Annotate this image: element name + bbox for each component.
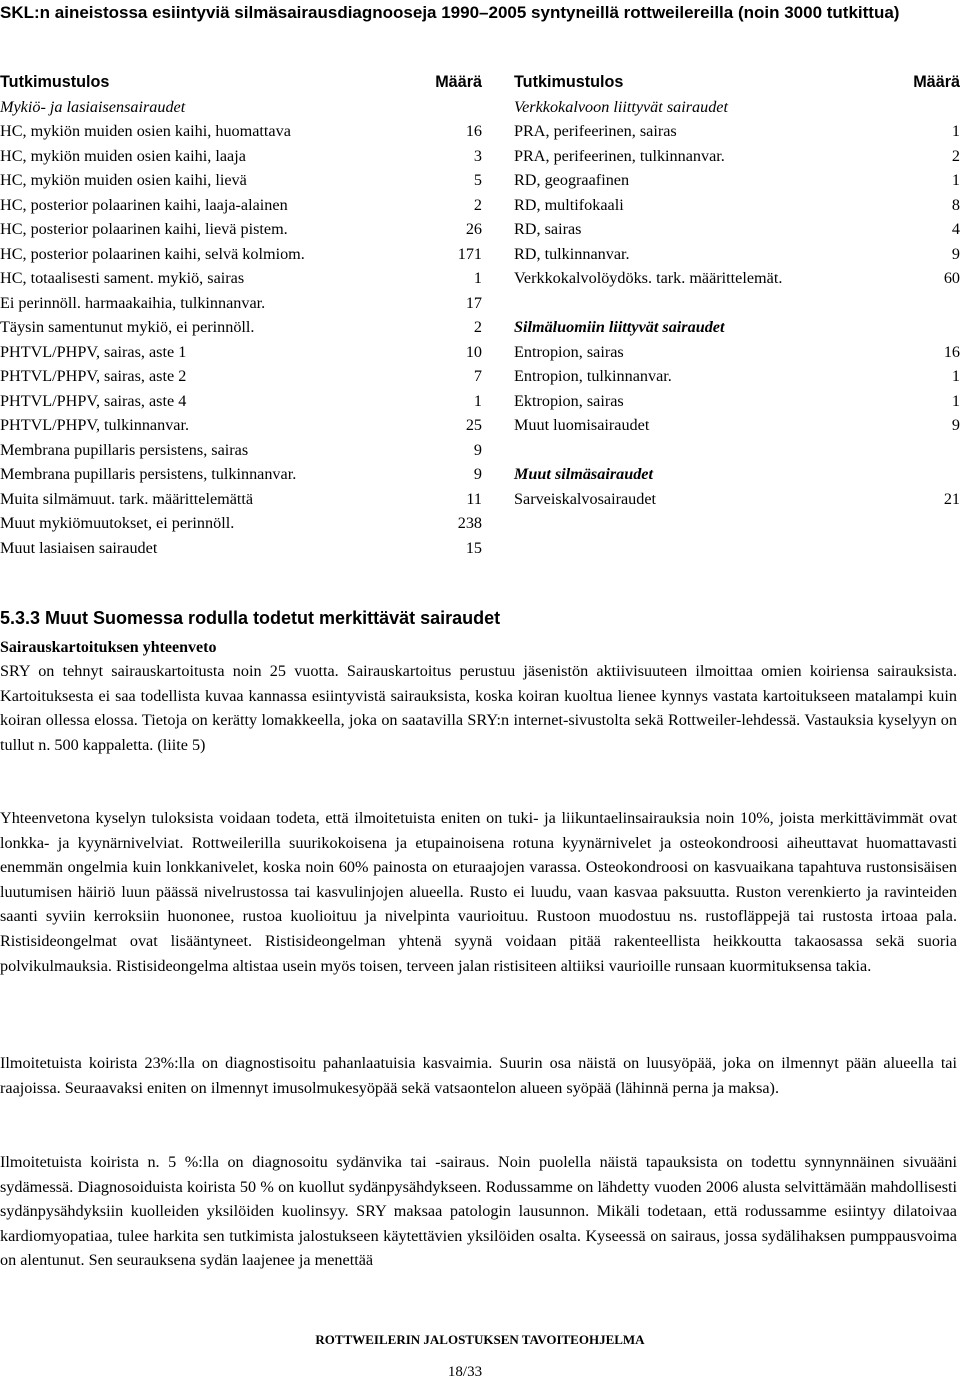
table-row	[514, 389, 960, 414]
column-header-count: Määrä	[913, 73, 960, 91]
diagnosis-label: Muut lasiaisen sairaudet	[0, 538, 158, 557]
table-row	[514, 193, 960, 218]
diagnosis-label: HC, totaalisesti sament. mykiö, sairas	[0, 269, 245, 287]
section-heading: 5.3.3 Muut Suomessa rodulla todetut merkittävät sairaudet	[0, 608, 501, 628]
footer-title: ROTTWEILERIN JALOSTUKSEN TAVOITEOHJELMA	[315, 1332, 645, 1347]
page-number: 18/33	[447, 1364, 483, 1380]
diagnosis-label: PHTVL/PHPV, sairas, aste 1	[0, 342, 187, 361]
diagnosis-count: 1	[951, 171, 960, 189]
paragraph: SRY on tehnyt sairauskartoitusta noin 25 vuotta. Sairauskartoitus perustuu jäsenistön aktiivisuuteen ilmoittaa omien koiriensa sairauksista. Kartoituksesta ei saa todellista kuvaa kannassa esiintyvistä sairauksista, koska koiran kuoltua lienee kynnys vastata kartoitukseen matalampi kuin koiran ollessa elossa. Tietoja on kerätty lomakkeella, joka on saatavilla SRY:n internet-sivustolta sekä Rottweiler-lehdessä. Vastauksia kyselyyn on tullut n. 500 kappaletta. (liite 5)	[0, 662, 957, 754]
table-row	[0, 242, 482, 267]
table-body	[514, 487, 960, 512]
table-row	[514, 487, 960, 512]
diagnosis-count: 5	[473, 171, 482, 189]
table-row	[0, 217, 482, 242]
diagnosis-label: Sarveiskalvosairaudet	[514, 489, 657, 508]
column-header-count: Määrä	[435, 73, 482, 91]
diagnosis-count: 15	[465, 538, 482, 557]
table-row	[514, 364, 960, 389]
table-row	[514, 217, 960, 242]
diagnosis-count: 1	[951, 391, 960, 410]
diagnosis-label: Ektropion, sairas	[514, 391, 624, 410]
diagnosis-label: Verkkokalvolöydöks. tark. määrittelemät.	[514, 269, 783, 287]
column-header-result: Tutkimustulos	[0, 73, 110, 91]
table-row	[0, 389, 482, 414]
diagnosis-count: 9	[951, 416, 960, 434]
table-body	[0, 119, 482, 560]
table-row	[0, 193, 482, 218]
section-title: Muut silmäsairaudet	[514, 465, 653, 483]
section-title: Silmäluomiin liittyvät sairaudet	[514, 318, 725, 336]
diagnosis-label: PRA, perifeerinen, sairas	[514, 122, 677, 140]
table-body	[514, 340, 960, 438]
diagnosis-count: 7	[473, 367, 482, 385]
paragraph: Ilmoitetuista koirista n. 5 %:lla on diagnosoitu sydänvika tai -sairaus. Noin puolella näistä tapauksista on todettu synnynnäinen sivuääni sydämessä. Diagnosoiduista koirista 50 % on kuollut sydänpysähdykseen. Rodussamme on lähdetty vuoden 2006 alusta selvittämään mahdollisesti sydänpysähdyksiin kuolleiden yksilöiden kuolinsyy. SRY maksaa patologin lausunnon. Mikäli todetaan, että rodussamme esiintyy dilatoivaa kardiomyopatiaa, tulee harkita sen tutkimista jalostukseen käytettävien yksilöiden osalta. Kyseessä on sairaus, jossa sydälihaksen pumppausvoima on alentunut. Sen seurauksena sydän laajenee ja menettää	[0, 1153, 957, 1270]
table-row	[0, 536, 482, 561]
table-row	[0, 438, 482, 463]
table-header-row	[514, 70, 960, 95]
column-header-result: Tutkimustulos	[514, 73, 624, 91]
table-row	[0, 291, 482, 316]
table-row	[514, 242, 960, 267]
table-row	[0, 364, 482, 389]
table-row	[514, 144, 960, 169]
table-row	[0, 462, 482, 487]
table-row	[514, 340, 960, 365]
diagnosis-count: 171	[457, 244, 482, 263]
diagnosis-label: PHTVL/PHPV, sairas, aste 2	[0, 367, 187, 385]
diagnosis-count: 9	[951, 244, 960, 263]
eye-disease-table-left	[0, 70, 482, 560]
diagnosis-count: 1	[951, 122, 960, 140]
diagnosis-label: RD, sairas	[514, 220, 582, 238]
diagnosis-count: 25	[465, 416, 482, 434]
table-header-row	[0, 70, 482, 95]
diagnosis-count: 10	[465, 342, 482, 361]
diagnosis-label: Muut luomisairaudet	[514, 416, 650, 434]
paragraph: Yhteenvetona kyselyn tuloksista voidaan todeta, että ilmoitetuista eniten on tuki- ja liikuntaelinsairauksia noin 10%, joista merkittävimmät ovat lonkka- ja kyynärnivelviat. Rottweilerilla suurikokoisena ja etupainoisena rotuna kyynärnivelet ja osteokondroosi aiheuttavat huomattavasti enemmän ongelmia kuin lonkkanivelet, koska noin 60% painosta on eturaajojen varassa. Osteokondroosi on kasvuaikana tapahtuva rustonsisäisen luutumisen häiriö luun päässä nivelrustossa tai kasvulinjojen alueella. Rusto ei luudu, vaan kasvaa paksuutta. Ruston verenkierto ja ravinteiden saanti syviin kerroksiin huononee, rustoa kuolioituu ja nivelpinta vaurioituu. Rustoon muodostuu ns. rustofläppejä tai rustosta irtoaa pala. Ristisideongelmat ovat lisääntyneet. Ristisideongelman yhtenä syynä voidaan pitää rakenteellista heikkoutta takaosassa sekä suoria polvikulmauksia. Ristisideongelma altistaa usein myös toisen, terveen jalan ristisiteen altiiksi vaurioille runsaan kuormituksensa takia.	[0, 809, 957, 975]
diagnosis-label: RD, geograafinen	[514, 171, 630, 189]
diagnosis-count: 1	[473, 391, 482, 410]
table-row	[0, 168, 482, 193]
diagnosis-count: 2	[473, 318, 482, 336]
diagnosis-count: 16	[943, 342, 960, 361]
diagnosis-label: PHTVL/PHPV, sairas, aste 4	[0, 391, 187, 410]
diagnosis-count: 8	[951, 195, 960, 214]
diagnosis-label: HC, posterior polaarinen kaihi, lievä pistem.	[0, 220, 288, 238]
table-row	[0, 119, 482, 144]
diagnosis-count: 60	[943, 269, 960, 287]
eye-disease-table-right	[514, 70, 960, 511]
diagnosis-label: Muita silmämuut. tark. määrittelemättä	[0, 489, 254, 508]
table-row	[514, 168, 960, 193]
diagnosis-label: Ei perinnöll. harmaakaihia, tulkinnanvar.	[0, 293, 266, 312]
diagnosis-label: Membrana pupillaris persistens, tulkinnanvar.	[0, 465, 297, 483]
diagnosis-count: 1	[951, 367, 960, 385]
diagnosis-label: HC, mykiön muiden osien kaihi, huomattava	[0, 122, 291, 140]
diagnosis-label: Täysin samentunut mykiö, ei perinnöll.	[0, 318, 255, 336]
paragraph: Ilmoitetuista koirista 23%:lla on diagnostisoitu pahanlaatuisia kasvaimia. Suurin osa näistä on luusyöpää, joka on ilmennyt pään alueella tai raajoissa. Seuraavaksi eniten on ilmennyt imusolmukesyöpää sekä vatsaontelon alueen syöpää (lähinnä perna ja maksa).	[0, 1054, 957, 1097]
diagnosis-count: 16	[465, 122, 482, 140]
table-caption: SKL:n aineistossa esiintyviä silmäsairausdiagnooseja 1990–2005 syntyneillä rottweilereilla (noin 3000 tutkittua)	[0, 3, 900, 22]
diagnosis-label: RD, multifokaali	[514, 195, 624, 214]
table-row	[514, 119, 960, 144]
diagnosis-label: HC, mykiön muiden osien kaihi, lievä	[0, 171, 247, 189]
diagnosis-count: 2	[951, 146, 960, 165]
diagnosis-count: 26	[465, 220, 482, 238]
table-row	[0, 340, 482, 365]
diagnosis-label: HC, posterior polaarinen kaihi, selvä kolmiom.	[0, 244, 305, 263]
diagnosis-count: 3	[473, 146, 482, 165]
table-row	[0, 144, 482, 169]
diagnosis-label: Muut mykiömuutokset, ei perinnöll.	[0, 514, 235, 532]
diagnosis-label: Entropion, tulkinnanvar.	[514, 367, 672, 385]
diagnosis-count: 238	[457, 514, 482, 532]
diagnosis-count: 2	[473, 195, 482, 214]
diagnosis-count: 1	[473, 269, 482, 287]
diagnosis-label: HC, mykiön muiden osien kaihi, laaja	[0, 146, 246, 165]
diagnosis-label: Entropion, sairas	[514, 342, 624, 361]
table-row	[514, 413, 960, 438]
table-row	[0, 487, 482, 512]
table-row	[0, 315, 482, 340]
diagnosis-count: 9	[473, 440, 482, 459]
diagnosis-label: PRA, perifeerinen, tulkinnanvar.	[514, 146, 725, 165]
diagnosis-count: 4	[951, 220, 960, 238]
diagnosis-label: RD, tulkinnanvar.	[514, 244, 630, 263]
table-row	[0, 266, 482, 291]
table-row	[0, 511, 482, 536]
section-title: Mykiö- ja lasiaisensairaudet	[0, 97, 186, 116]
diagnosis-count: 9	[473, 465, 482, 483]
table-body	[514, 119, 960, 291]
subheading: Sairauskartoituksen yhteenveto	[0, 639, 217, 656]
section-title: Verkkokalvoon liittyvät sairaudet	[514, 97, 728, 116]
diagnosis-label: PHTVL/PHPV, tulkinnanvar.	[0, 416, 190, 434]
diagnosis-count: 21	[943, 489, 960, 508]
table-row	[0, 413, 482, 438]
diagnosis-count: 17	[465, 293, 482, 312]
diagnosis-count: 11	[466, 489, 482, 508]
diagnosis-label: HC, posterior polaarinen kaihi, laaja-alainen	[0, 195, 288, 214]
table-row	[514, 266, 960, 291]
diagnosis-label: Membrana pupillaris persistens, sairas	[0, 440, 249, 459]
